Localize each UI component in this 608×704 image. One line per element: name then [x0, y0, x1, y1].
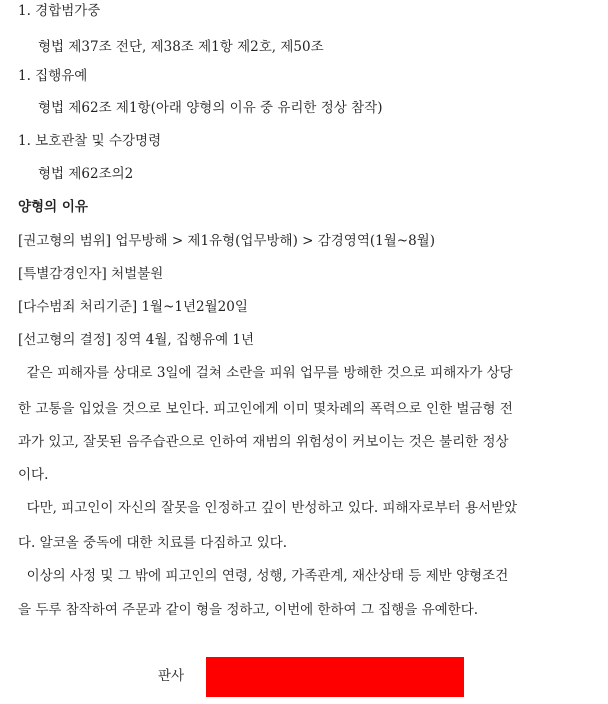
sentencing-range: [권고형의 범위] 업무방해 > 제1유형(업무방해) > 감경영역(1월~8월) — [18, 233, 435, 249]
reason-line-5: 다만, 피고인이 자신의 잘못을 인정하고 깊이 반성하고 있다. 피해자로부터 용서받았 — [18, 500, 518, 516]
section-2-detail: 형법 제62조 제1항(아래 양형의 이유 중 유리한 정상 참작) — [38, 100, 383, 116]
sentencing-multiple-crimes: [다수범죄 처리기준] 1월~1년2월20일 — [18, 299, 248, 315]
sentencing-title: 양형의 이유 — [18, 199, 88, 215]
section-1-heading: 1. 경합범가중 — [18, 3, 101, 19]
section-3-heading: 1. 보호관찰 및 수강명령 — [18, 133, 162, 149]
reason-line-1: 같은 피해자를 상대로 3일에 걸쳐 소란을 피워 업무를 방해한 것으로 피해자가 상당 — [18, 365, 513, 381]
reason-line-7: 이상의 사정 및 그 밖에 피고인의 연령, 성행, 가족관계, 재산상태 등 제반 양형조건 — [18, 568, 509, 584]
judge-label: 판사 — [158, 668, 185, 684]
sentencing-decision: [선고형의 결정] 징역 4월, 집행유예 1년 — [18, 332, 255, 348]
section-2-heading: 1. 집행유예 — [18, 68, 88, 84]
reason-line-2: 한 고통을 입었을 것으로 보인다. 피고인에게 이미 몇차례의 폭력으로 인한 벌금형 전 — [18, 401, 513, 417]
section-3-detail: 형법 제62조의2 — [38, 166, 134, 182]
reason-line-4: 이다. — [18, 467, 49, 483]
judge-name-redaction — [206, 657, 464, 697]
reason-line-8: 을 두루 참작하여 주문과 같이 형을 정하고, 이번에 한하여 그 집행을 유예한다. — [18, 602, 479, 618]
reason-line-3: 과가 있고, 잘못된 음주습관으로 인하여 재범의 위험성이 커보이는 것은 불리한 정상 — [18, 434, 509, 450]
section-1-detail: 형법 제37조 전단, 제38조 제1항 제2호, 제50조 — [38, 39, 324, 55]
sentencing-mitigation: [특별감경인자] 처벌불원 — [18, 266, 164, 282]
reason-line-6: 다. 알코올 중독에 대한 치료를 다짐하고 있다. — [18, 535, 288, 551]
